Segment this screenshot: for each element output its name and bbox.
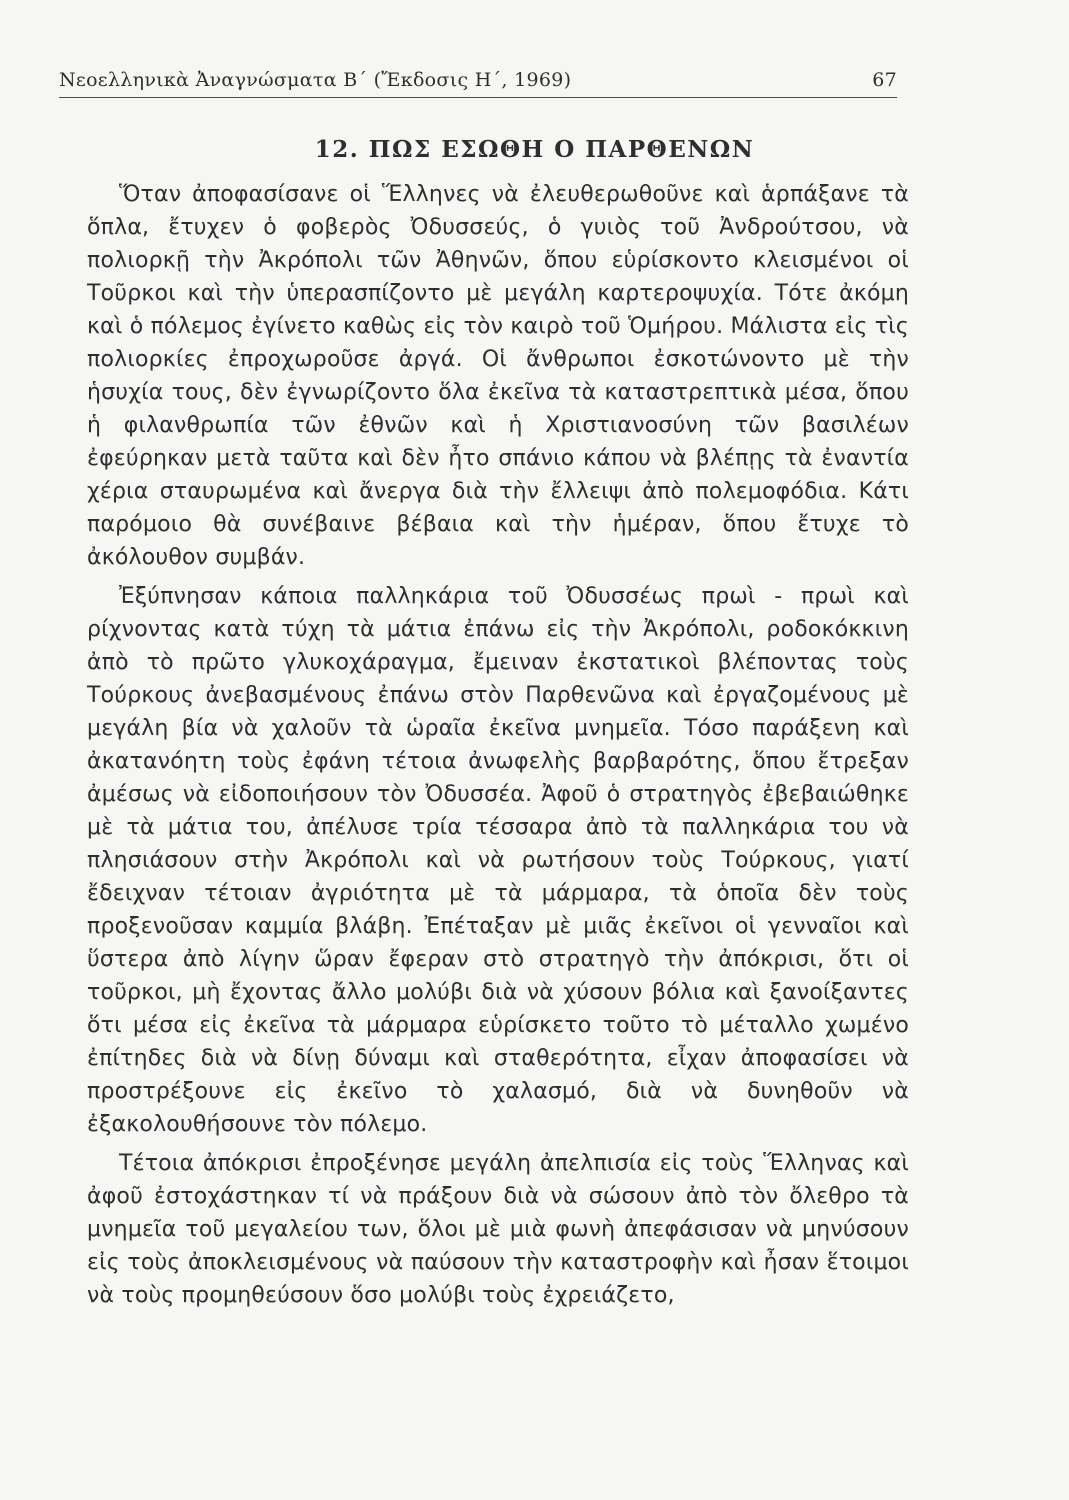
running-header xyxy=(59,64,897,98)
book-title: Νεοελληνικὰ Ἀναγνώσματα Β΄ (Ἔκδοσις Η΄, 1969) xyxy=(59,69,572,91)
page-number: 67 xyxy=(872,69,897,91)
body-text xyxy=(87,178,909,1312)
paragraph: Τέτοια ἀπόκρισι ἐπροξένησε μεγάλη ἀπελπισία εἰς τοὺς Ἕλληνας καὶ ἀφοῦ ἐστοχάστηκαν τί νὰ πράξουν διὰ νὰ σώσουν ἀπὸ τὸν ὄλεθρο τὰ μνημεῖα τοῦ μεγαλείου των, ὅλοι μὲ μιὰ φωνὴ ἀπεφάσισαν νὰ μηνύσουν εἰς τοὺς ἀποκλεισμένους νὰ παύσουν τὴν καταστροφὴν καὶ ἦσαν ἕτοιμοι νὰ τοὺς προμηθεύσουν ὅσο μολύβι τοὺς ἐχρειάζετο, xyxy=(87,1151,909,1308)
paragraph: Ἐξύπνησαν κάποια παλληκάρια τοῦ Ὀδυσσέως πρωὶ - πρωὶ καὶ ρίχνοντας κατὰ τύχη τὰ μάτια ἐπάνω εἰς τὴν Ἀκρόπολι, ροδοκόκκινη ἀπὸ τὸ πρῶτο γλυκοχάραγμα, ἔμειναν ἐκστατικοὶ βλέποντας τοὺς Τούρκους ἀνεβασμένους ἐπάνω στὸν Παρθενῶνα καὶ ἐργαζομένους μὲ μεγάλη βία νὰ χαλοῦν τὰ ὡραῖα ἐκεῖνα μνημεῖα. Τόσο παράξενη καὶ ἀκατανόητη τοὺς ἐφάνη τέτοια ἀνωφελὴς βαρβαρότης, ὅπου ἔτρεξαν ἀμέσως νὰ εἰδοποιήσουν τὸν Ὀδυσσέα. Ἀφοῦ ὁ στρατηγὸς ἐβεβαιώθηκε μὲ τὰ μάτια του, ἀπέλυσε τρία τέσσαρα ἀπὸ τὰ παλληκάρια του νὰ πλησιάσουν στὴν Ἀκρόπολι καὶ νὰ ρωτήσουν τοὺς Τούρκους, γιατί ἔδειχναν τέτοιαν ἀγριότητα μὲ τὰ μάρμαρα, τὰ ὁποῖα δὲν τοὺς προξενοῦσαν καμμία βλάβη. Ἐπέταξαν μὲ μιᾶς ἐκεῖνοι οἱ γενναῖοι καὶ ὕστερα ἀπὸ λίγην ὥραν ἔφεραν στὸ στρατηγὸ τὴν ἀπόκρισι, ὅτι οἱ τοῦρκοι, μὴ ἔχοντας ἄλλο μολύβι διὰ νὰ χύσουν βόλια καὶ ξανοίξαντες ὅτι μέσα εἰς ἐκεῖνα τὰ μάρμαρα εὑρίσκετο τοῦτο τὸ μέταλλο χωμένο ἐπίτηδες διὰ νὰ δίνῃ δύναμι καὶ σταθερότητα, εἶχαν ἀποφασίσει νὰ προστρέξουνε εἰς ἐκεῖνο τὸ χαλασμό, διὰ νὰ δυνηθοῦν νὰ ἐξακολουθήσουνε τὸν πόλεμο. xyxy=(87,584,909,1137)
paragraph: Ὅταν ἀποφασίσανε οἱ Ἕλληνες νὰ ἐλευθερωθοῦνε καὶ ἁρπάξανε τὰ ὅπλα, ἔτυχεν ὁ φοβερὸς Ὀδυσσεύς, ὁ γυιὸς τοῦ Ἀνδρούτσου, νὰ πολιορκῇ τὴν Ἀκρόπολι τῶν Ἀθηνῶν, ὅπου εὑρίσκοντο κλεισμένοι οἱ Τοῦρκοι καὶ τὴν ὑπερασπίζοντο μὲ μεγάλη καρτεροψυχία. Τότε ἀκόμη καὶ ὁ πόλεμος ἐγίνετο καθὼς εἰς τὸν καιρὸ τοῦ Ὁμήρου. Μάλιστα εἰς τὶς πολιορκίες ἐπροχωροῦσε ἀργά. Οἱ ἄνθρωποι ἐσκοτώνοντο μὲ τὴν ἡσυχία τους, δὲν ἐγνωρίζοντο ὅλα ἐκεῖνα τὰ καταστρεπτικὰ μέσα, ὅπου ἡ φιλανθρωπία τῶν ἐθνῶν καὶ ἡ Χριστιανοσύνη τῶν βασιλέων ἐφεύρηκαν μετὰ ταῦτα καὶ δὲν ἦτο σπάνιο κάπου νὰ βλέπῃς τὰ ἐναντία χέρια σταυρωμένα καὶ ἄνεργα διὰ τὴν ἔλλειψι ἀπὸ πολεμοφόδια. Κάτι παρόμοιο θὰ συνέβαινε βέβαια καὶ τὴν ἡμέραν, ὅπου ἔτυχε τὸ ἀκόλουθον συμβάν. xyxy=(87,182,909,570)
chapter-title: 12. ΠΩΣ ΕΣΩΘΗ Ο ΠΑΡΘΕΝΩΝ xyxy=(314,136,755,163)
